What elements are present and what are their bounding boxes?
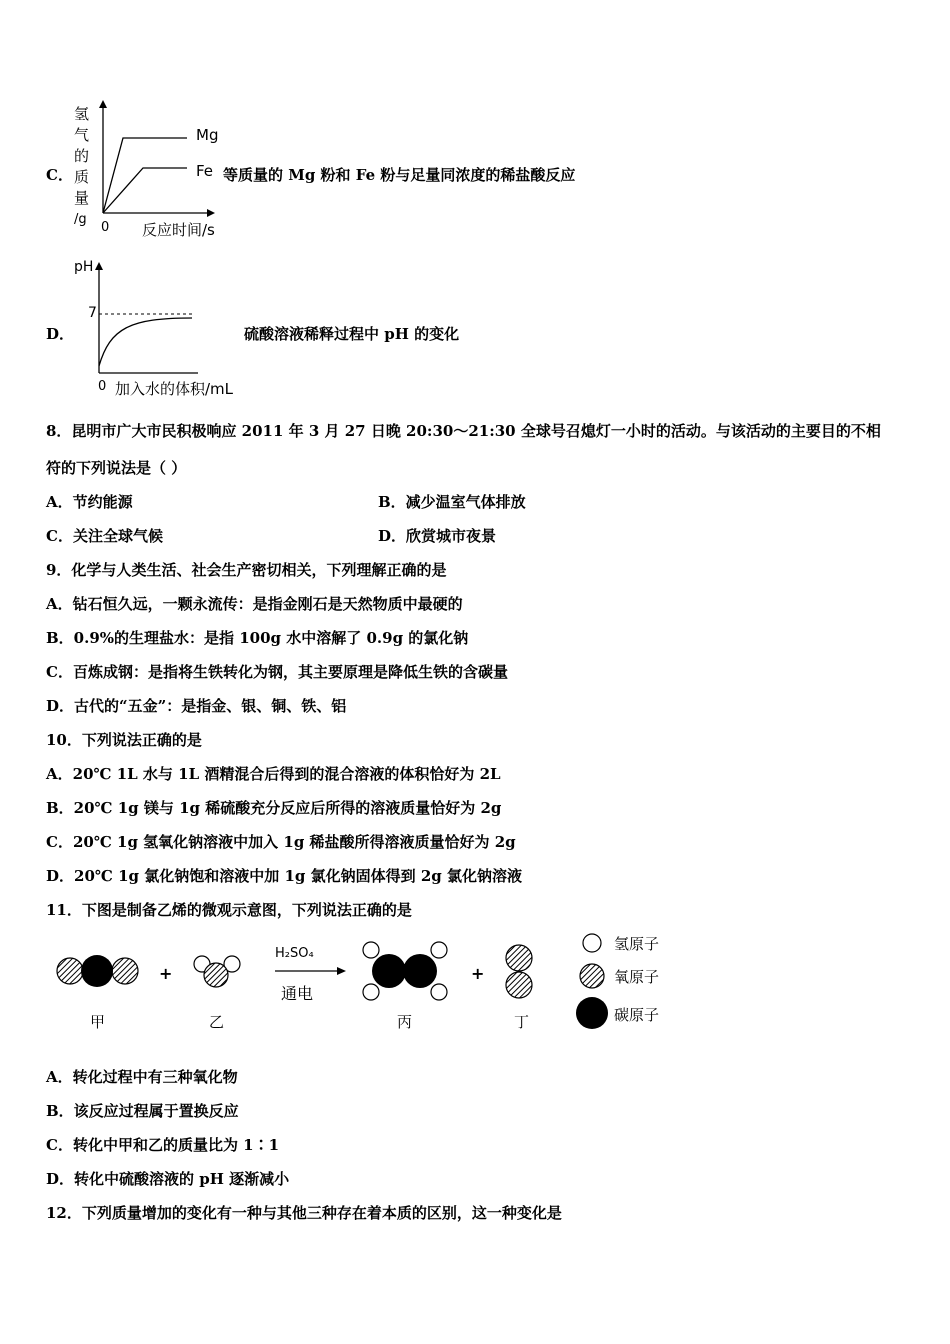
series-mg-label: Mg xyxy=(196,126,219,144)
q10-stem: 10．下列说法正确的是 xyxy=(46,731,202,749)
series-mg-line xyxy=(103,138,187,213)
q8-option-a: A．节约能源 xyxy=(46,493,133,511)
ylabel-c-0: 氢 xyxy=(74,105,90,123)
xlabel-d: 加入水的体积/mL xyxy=(115,380,234,398)
ylabel-c-1: 气 xyxy=(74,126,90,144)
catalyst-label: H₂SO₄ xyxy=(275,946,314,961)
ph-curve xyxy=(99,318,192,366)
series-fe-label: Fe xyxy=(196,162,214,180)
xlabel-c: 反应时间/s xyxy=(142,221,215,239)
graph-d xyxy=(90,258,240,378)
q10-option-c: C．20℃ 1g 氢氧化钠溶液中加入 1g 稀盐酸所得溶液质量恰好为 2g xyxy=(46,833,516,851)
y-arrow xyxy=(95,262,103,270)
molecule-yi xyxy=(194,956,240,987)
condition-label: 通电 xyxy=(281,984,314,1003)
q11-stem: 11．下图是制备乙烯的微观示意图，下列说法正确的是 xyxy=(46,901,412,919)
option-c-label: C． xyxy=(46,166,73,184)
q9-option-a: A．钻石恒久远，一颗永流传：是指金刚石是天然物质中最硬的 xyxy=(46,595,463,613)
q8-option-d: D．欣赏城市夜景 xyxy=(378,527,497,545)
q9-option-d: D．古代的“五金”：是指金、银、铜、铁、铝 xyxy=(46,697,347,715)
ref-7-label: 7 xyxy=(88,305,97,321)
series-fe-line xyxy=(103,168,187,213)
carbon-legend-icon xyxy=(576,997,608,1029)
q9-option-c: C．百炼成钢：是指将生铁转化为钢，其主要原理是降低生铁的含碳量 xyxy=(46,663,508,681)
ylabel-c-5: /g xyxy=(74,212,87,227)
q8-stem-line2: 符的下列说法是（ ） xyxy=(46,459,187,477)
legend-icons xyxy=(575,928,615,1033)
q11-option-d: D．转化中硫酸溶液的 pH 逐渐减小 xyxy=(46,1170,290,1188)
molecule-ding xyxy=(506,945,532,998)
ylabel-c xyxy=(74,104,94,230)
q9-stem: 9．化学与人类生活、社会生产密切相关，下列理解正确的是 xyxy=(46,561,447,579)
legend-c: 碳原子 xyxy=(614,1006,660,1024)
option-d-label: D． xyxy=(46,325,75,343)
q8-stem-line1: 8．昆明市广大市民积极响应 2011 年 3 月 27 日晚 20:30～21:30 全球号召熄灯一小时的活动。与该活动的主要目的不相 xyxy=(46,422,881,440)
origin-c: 0 xyxy=(101,220,110,235)
origin-d: 0 xyxy=(98,379,107,394)
ylabel-d: pH xyxy=(74,259,94,275)
legend-h: 氢原子 xyxy=(614,935,660,953)
molecule-jia xyxy=(57,955,138,987)
label-bing: 丙 xyxy=(397,1013,413,1031)
q11-option-a: A．转化过程中有三种氧化物 xyxy=(46,1068,238,1086)
graph-c xyxy=(95,98,225,220)
graph-c-desc: 等质量的 Mg 粉和 Fe 粉与足量同浓度的稀盐酸反应 xyxy=(223,166,576,184)
oxygen-legend-icon xyxy=(580,964,604,988)
q8-option-c: C．关注全球气候 xyxy=(46,527,163,545)
hydrogen-legend-icon xyxy=(583,934,601,952)
ylabel-c-2: 的 xyxy=(74,147,90,165)
q8-option-b: B．减少温室气体排放 xyxy=(378,493,526,511)
x-arrow xyxy=(207,209,215,217)
label-jia: 甲 xyxy=(90,1013,106,1031)
label-yi: 乙 xyxy=(209,1013,225,1031)
q11-option-b: B．该反应过程属于置换反应 xyxy=(46,1102,239,1120)
plus-1: + xyxy=(159,964,173,983)
label-ding: 丁 xyxy=(514,1013,530,1031)
plus-2: + xyxy=(471,964,485,983)
q12-stem: 12．下列质量增加的变化有一种与其他三种存在着本质的区别，这一种变化是 xyxy=(46,1204,562,1222)
graph-d-desc: 硫酸溶液稀释过程中 pH 的变化 xyxy=(244,325,460,343)
q9-option-b: B．0.9%的生理盐水：是指 100g 水中溶解了 0.9g 的氯化钠 xyxy=(46,629,469,647)
y-arrow xyxy=(99,100,107,108)
q10-option-b: B．20℃ 1g 镁与 1g 稀硫酸充分反应后所得的溶液质量恰好为 2g xyxy=(46,799,502,817)
ylabel-c-4: 量 xyxy=(74,189,90,207)
ylabel-c-3: 质 xyxy=(74,168,90,186)
q10-option-d: D．20℃ 1g 氯化钠饱和溶液中加 1g 氯化钠固体得到 2g 氯化钠溶液 xyxy=(46,867,522,885)
q10-option-a: A．20℃ 1L 水与 1L 酒精混合后得到的混合溶液的体积恰好为 2L xyxy=(46,765,501,783)
legend-o: 氧原子 xyxy=(614,968,660,986)
q11-option-c: C．转化中甲和乙的质量比为 1∶1 xyxy=(46,1136,280,1154)
molecule-bing xyxy=(363,942,447,1000)
